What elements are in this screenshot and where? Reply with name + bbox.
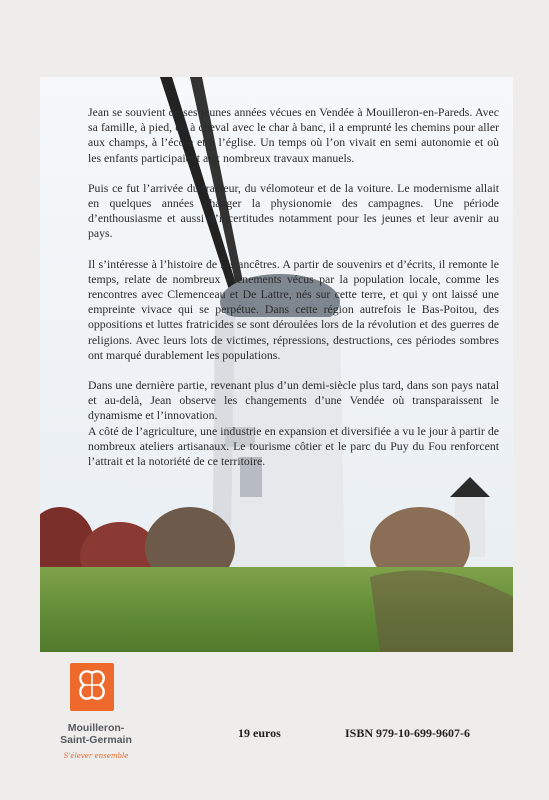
paragraph-2: Puis ce fut l’arrivée du tracteur, du vélomoteur et de la voiture. Le modernisme allait en quelques années changer la physionomie des campagnes. Une période d’enthousiasme et aussi d’incertitudes notamment pour les jeunes et leur avenir au pays.	[88, 180, 499, 241]
logo-name-line-2: Saint-Germain	[60, 734, 132, 746]
mouilleron-logo-icon	[70, 663, 114, 711]
isbn-label: ISBN 979-10-699-9607-6	[345, 726, 470, 740]
paragraph-1: Jean se souvient de ses jeunes années vécues en Vendée à Mouilleron-en-Pareds. Avec sa famille, à pied, ou à cheval avec le char à banc, il a emprunté les chemins pour aller aux champs, à l’école et à l’église. Un temps où l’on vivait en semi autonomie et où les enfants participaient aux nombreux travaux manuels.	[88, 105, 499, 165]
paragraph-4: Dans une dernière partie, revenant plus d’un demi-siècle plus tard, dans son pays natal et au-delà, Jean observe les changements d’une Vendée où transparaissent le dynamisme et l’innovation.	[88, 378, 499, 423]
paragraph-3: Il s’intéresse à l’histoire de ses ancêtres. A partir de souvenirs et d’écrits, il remonte le temps, relate de nombreux évènements vécus par la population locale, comme les rencontres avec Clemenceau et De Lattre, nés sur cette terre, et qui y ont laissé une empreinte vivace qui se perpétue. Dans cette région autrefois le Bas-Poitou, des oppositions et luttes fratricides se sont déroulées lors de la révolution et des guerres de religions. Avec leurs lots de victimes, répressions, destructions, ces périodes sombres ont marqué durablement les populations.	[88, 256, 499, 362]
logo-town-name	[56, 722, 136, 746]
paragraph-5: A côté de l’agriculture, une industrie en expansion et diversifiée a vu le jour à partir de nombreux ateliers artisanaux. Le tourisme côtier et le parc du Puy du Fou renforcent l’attrait et la notoriété de ce territoire.	[88, 423, 499, 469]
logo-name-line-1: Mouilleron-	[67, 722, 125, 734]
logo-tagline: S'élever ensemble	[63, 752, 129, 760]
cover-footer	[0, 652, 549, 800]
price-label: 19 euros	[238, 726, 281, 740]
cover-photo-windmill	[40, 77, 513, 652]
back-cover-text	[88, 105, 499, 484]
